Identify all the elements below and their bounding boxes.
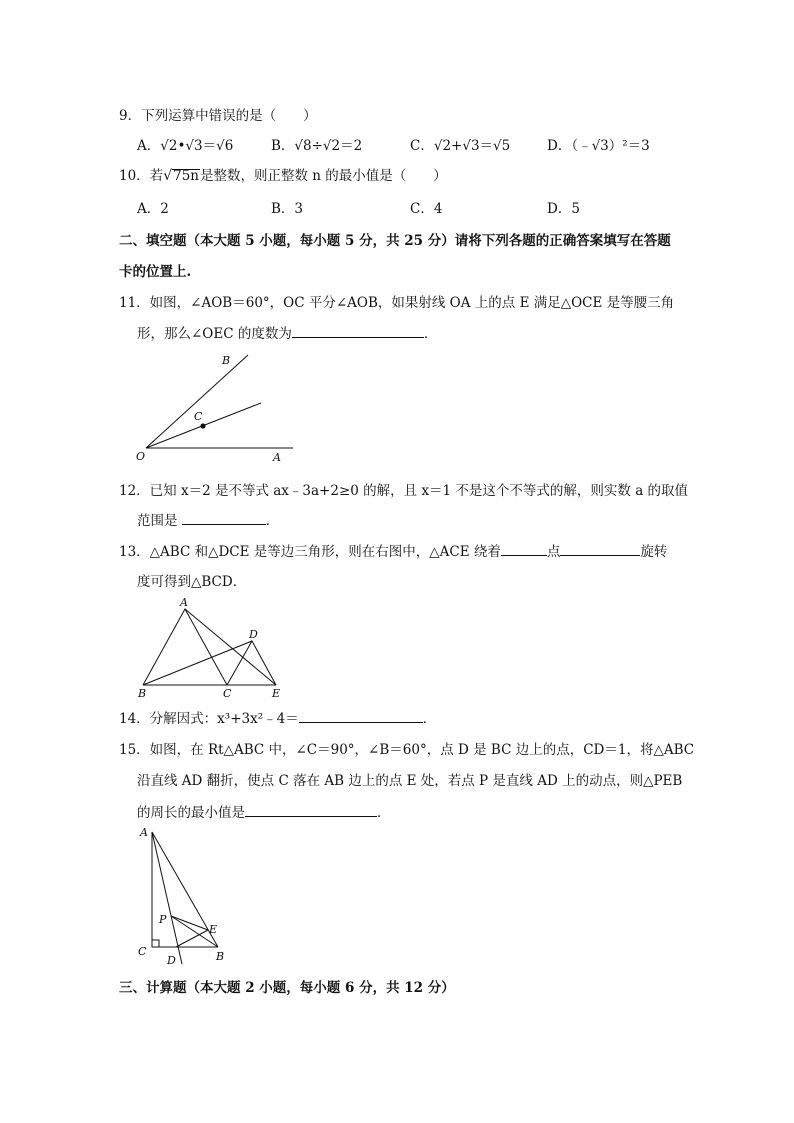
q10-option-b: B．3 [271,201,304,217]
q14-text: 14．分解因式：x³+3x²﹣4＝ [119,711,299,727]
section2-heading-line2: 卡的位置上. [119,264,192,280]
q11-label-b: B [222,354,231,367]
q9-option-c-label: C． [410,138,434,154]
q15-end: ． [377,805,391,821]
q13-segment-ae [185,609,276,685]
q13-line1 [119,540,667,560]
q15-answer-blank[interactable] [245,802,377,817]
q12-end: ． [265,513,280,529]
q15-right-angle-mark [152,940,159,947]
q9-option-d-label: D． [547,138,572,154]
q11-point-c [200,423,205,428]
q11-label-a: A [273,451,281,464]
q13-blank-angle[interactable] [560,541,640,556]
q14-end: ． [422,711,437,727]
q10-radicand: 75n [173,168,199,184]
q13-segment-bd [143,641,252,685]
q15-line3 [137,801,391,821]
q10-prefix: 10．若 [119,168,164,184]
q11-line2-text: 形，那么∠OEC 的度数为 [137,326,292,342]
q9-option-b [271,134,362,154]
q11-end: ． [423,326,438,342]
q15-label-e: E [209,923,218,936]
q13-label-d: D [249,628,258,641]
q11-figure [130,350,305,465]
q10-option-c: C．4 [410,201,443,217]
q9-option-d-expr: （﹣√3）²＝3 [571,138,650,154]
q9-option-c-expr: √2+√3＝√5 [433,138,511,154]
q11-line2 [137,322,437,342]
q15-line-ad [152,832,182,964]
q13-label-c: C [223,687,232,700]
q9-option-b-label: B． [271,138,295,154]
q11-label-c: C [194,410,203,423]
q10-option-d: D．5 [547,201,580,217]
q11-ray-ob [146,355,248,448]
q11-line1: 11．如图，∠AOB＝60°，OC 平分∠AOB，如果射线 OA 上的点 E 满足△OCE 是等腰三角 [119,295,675,311]
q13-triangle-abc [143,609,227,685]
q9-stem: 9．下列运算中错误的是（ ） [119,108,317,124]
q15-line1: 15．如图，在 Rt△ABC 中，∠C＝90°，∠B＝60°，点 D 是 BC 边上的点，CD＝1，将△ABC [119,742,695,758]
section3-heading: 三、计算题（本大题 2 小题，每小题 6 分，共 12 分） [119,980,455,996]
q15-label-a: A [140,826,148,839]
q13-label-e: E [272,687,281,700]
q15-label-b: B [216,950,225,963]
q10-option-a: A．2 [137,201,169,217]
q14-line [119,707,436,727]
q14-answer-blank[interactable] [299,708,423,723]
q9-option-a-expr: √2•√3＝√6 [160,138,234,154]
q13-label-a: A [180,596,188,609]
q9-option-c [410,134,510,154]
q10-stem: 10．若√75n是整数，则正整数 n 的最小值是（ ） [119,168,447,184]
q9-option-a-label: A． [137,138,161,154]
q13-blank-point[interactable] [501,541,547,556]
q13-line1-c: 旋转 [640,544,668,560]
q15-line2: 沿直线 AD 翻折，使点 C 落在 AB 边上的点 E 处，若点 P 是直线 AD 上的动点，则△PEB [137,773,683,789]
q9-option-a [137,134,233,154]
q15-label-d: D [167,954,176,967]
q15-label-c: C [138,945,147,958]
q11-label-o: O [136,450,146,463]
q9-option-b-expr: √8÷√2＝2 [294,138,363,154]
q15-segment-de [176,930,208,947]
q15-figure [130,822,240,972]
q10-suffix: 是整数，则正整数 n 的最小值是（ ） [199,168,447,184]
q15-line3-text: 的周长的最小值是 [137,805,245,821]
q12-line2-text: 范围是 [137,513,178,529]
q12-line2 [137,509,279,529]
q11-answer-blank[interactable] [292,323,424,338]
q15-label-p: P [159,913,167,926]
q13-line1-b: 点 [546,544,561,560]
q13-label-b: B [138,687,147,700]
q13-figure [130,593,295,703]
q9-option-d [547,134,650,154]
q12-line1: 12．已知 x＝2 是不等式 ax﹣3a+2≥0 的解，且 x＝1 不是这个不等式的解，则实数 a 的取值 [119,483,689,499]
q12-answer-blank[interactable] [182,510,266,525]
q13-line2: 度可得到△BCD． [137,574,247,590]
section2-heading-line1: 二、填空题（本大题 5 小题，每小题 5 分，共 25 分）请将下列各题的正确答案填写在答题 [119,233,671,249]
q13-line1-a: 13．△ABC 和△DCE 是等边三角形，则在右图中，△ACE 绕着 [119,544,501,560]
